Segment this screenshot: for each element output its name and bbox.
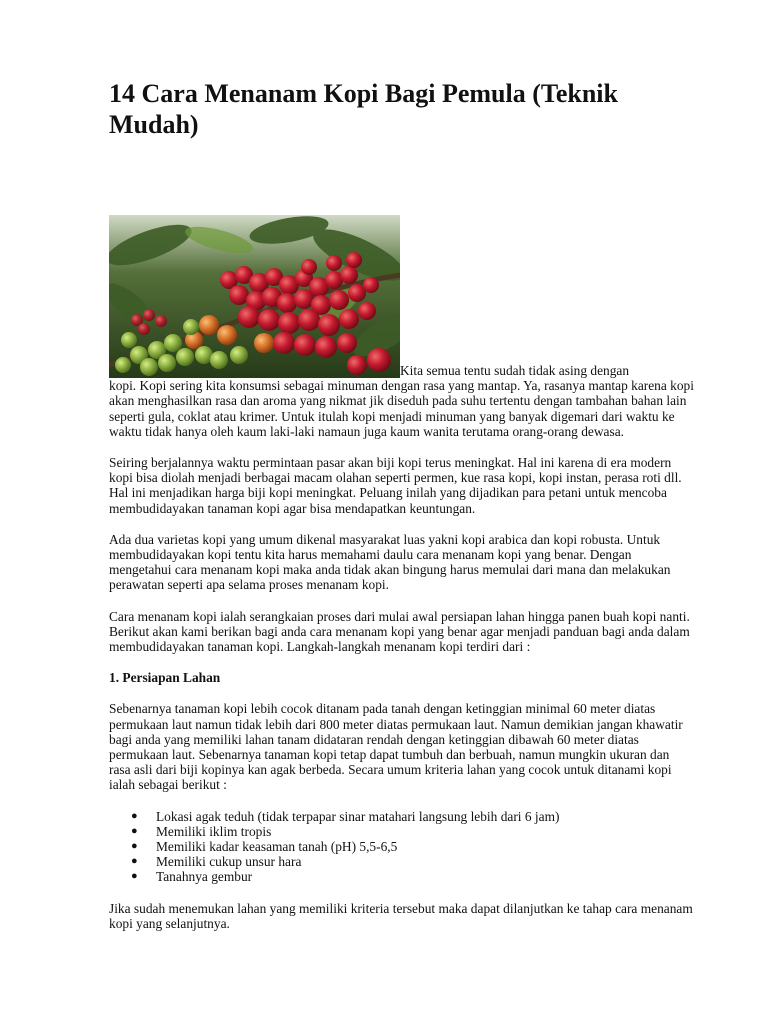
closing-paragraph: Jika sudah menemukan lahan yang memiliki kriteria tersebut maka dapat dilanjutkan ke tahap cara menanam kopi yang selanjutnya. (109, 900, 693, 931)
bullet-icon: ● (131, 855, 138, 868)
list-item-text: Memiliki kadar keasaman tanah (pH) 5,5-6,5 (156, 839, 398, 855)
list-item (109, 854, 694, 869)
article-title: 14 Cara Menanam Kopi Bagi Pemula (Teknik Mudah) (109, 79, 618, 139)
paragraph-4: Cara menanam kopi ialah serangkaian proses dari mulai awal persiapan lahan hingga panen buah kopi nanti. Berikut akan kami berikan bagi anda cara menanam kopi yang benar agar menjadi panduan bagi anda dalam membudidayakan tanaman kopi. Langkah-langkah menanam kopi terdiri dari : (109, 608, 690, 655)
paragraph-2: Seiring berjalannya waktu permintaan pasar akan biji kopi terus meningkat. Hal ini karena di era modern kopi bisa diolah menjadi berbagai macam olahan seperti permen, kue rasa kopi, kopi instan, perasa roti dll. Hal ini menjadikan harga biji kopi meningkat. Peluang inilah yang dijadikan para petani untuk mencoba membudidayakan tanaman kopi agar bisa mendapatkan keuntungan. (109, 455, 682, 516)
coffee-cherries-photo (109, 215, 400, 378)
section-1-paragraph: Sebenarnya tanaman kopi lebih cocok ditanam pada tanah dengan ketinggian minimal 60 meter diatas permukaan laut namun tidak lebih dari 800 meter diatas permukaan laut. Namun demikian jangan khawatir bagi anda yang memiliki lahan tanam didataran rendah dengan ketinggian dibawah 60 meter diatas permukaan laut. Sebenarnya tanaman kopi tetap dapat tumbuh dan berbuah, namun mungkin ukuran dan rasa asli dari biji kopinya kan agak berbeda. Secara umum kriteria lahan yang cocok untuk ditanami kopi ialah sebagai berikut : (109, 701, 683, 793)
list-item-text: Memiliki cukup unsur hara (156, 854, 302, 870)
list-item-text: Tanahnya gembur (156, 869, 253, 885)
intro-first-line: Kita semua tentu sudah tidak asing dengan (400, 363, 630, 378)
intro-paragraph: kopi. Kopi sering kita konsumsi sebagai minuman dengan rasa yang mantap. Ya, rasanya mantap karena kopi akan menghasilkan rasa dan aroma yang nikmat jik diseduh pada suhu tertentu dengan tambahan bahan lain seperti gula, coklat atau krimer. Untuk itulah kopi menjadi minuman yang banyak digemari dari waktu ke waktu tidak hanya oleh kaum laki-laki namaun juga kaum wanita terutama orang-orang dewasa. (109, 378, 694, 439)
list-item (109, 824, 694, 839)
bullet-icon: ● (131, 809, 138, 822)
document-page (109, 78, 694, 947)
bullet-icon: ● (131, 870, 138, 883)
paragraph-3: Ada dua varietas kopi yang umum dikenal masyarakat luas yakni kopi arabica dan kopi robusta. Untuk membudidayakan kopi tentu kita harus memahami daulu cara menanam kopi yang benar. Dengan mengetahui cara menanam kopi maka anda tidak akan bingung harus memulai dari mana dan melakukan perawatan seperti apa selama proses menanam kopi. (109, 531, 671, 593)
bullet-icon: ● (131, 824, 138, 837)
intro-block (109, 215, 694, 439)
list-item (109, 809, 694, 824)
list-item-text: Memiliki iklim tropis (156, 823, 272, 839)
list-item (109, 869, 694, 884)
bullet-icon: ● (131, 840, 138, 853)
list-item-text: Lokasi agak teduh (tidak terpapar sinar matahari langsung lebih dari 6 jam) (156, 808, 560, 824)
list-item (109, 839, 694, 854)
coffee-cherries-illustration (109, 215, 400, 378)
section-1-heading: 1. Persiapan Lahan (109, 670, 221, 686)
criteria-list (109, 809, 694, 885)
